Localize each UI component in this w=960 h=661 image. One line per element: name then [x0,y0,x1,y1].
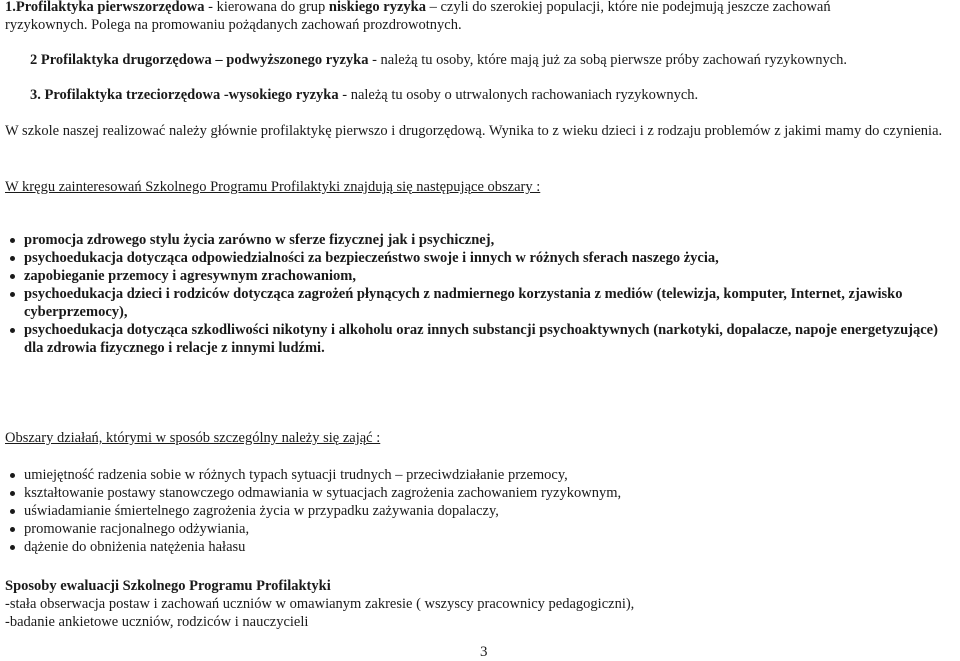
list-item: psychoedukacja dotycząca odpowiedzialności za bezpieczeństwo swoje i innych w różnych sferach naszego życia, [10,249,950,267]
bullet-icon [10,238,15,243]
bullet-icon [10,509,15,514]
bullet-icon [10,274,15,279]
list-item: dążenie do obniżenia natężenia hałasu [10,538,950,556]
secondary-prevention-paragraph: 2 Profilaktyka drugorzędowa – podwyższonego ryzyka - należą tu osoby, które mają już za sobą pierwsze próby zachowań ryzykownych. [30,52,848,68]
primary-prevention-title: 1.Profilaktyka pierwszorzędowa [5,0,205,15]
bullet-icon [10,491,15,496]
bullet-icon [10,527,15,532]
areas-list [5,231,950,357]
list-item: kształtowanie postawy stanowczego odmawiania w sytuacjach zagrożenia zachowaniem ryzykownym, [10,484,950,502]
list-item: umiejętność radzenia sobie w różnych typach sytuacji trudnych – przeciwdziałanie przemocy, [10,466,950,484]
evaluation-section: Sposoby ewaluacji Szkolnego Programu Profilaktyki -stała obserwacja postaw i zachowań uczniów w omawianym zakresie ( wszyscy pracownicy pedagogiczni), -badanie ankietowe uczniów, rodziców i nauczycieli [5,577,950,631]
page-number: 3 [480,644,488,660]
bullet-icon [10,328,15,333]
bullet-icon [10,292,15,297]
list-item: psychoedukacja dotycząca szkodliwości nikotyny i alkoholu oraz innych substancji psychoaktywnych (narkotyki, dopalacze, napoje energetyzujące) dla zdrowia fizycznego i relacje z innymi ludźmi. [10,321,950,357]
actions-list [5,466,950,556]
evaluation-heading: Sposoby ewaluacji Szkolnego Programu Profilaktyki [5,578,331,594]
actions-heading: Obszary działań, którymi w sposób szczególny należy się zająć : [5,430,381,446]
tertiary-prevention-paragraph: 3. Profilaktyka trzeciorzędowa -wysokiego ryzyka - należą tu osoby o utrwalonych rachowaniach ryzykownych. [30,87,699,103]
bullet-icon [10,473,15,478]
areas-heading: W kręgu zainteresowań Szkolnego Programu Profilaktyki znajdują się następujące obszary : [5,179,541,195]
bullet-icon [10,256,15,261]
list-item: uświadamianie śmiertelnego zagrożenia życia w przypadku zażywania dopalaczy, [10,502,950,520]
primary-prevention-paragraph: 1.Profilaktyka pierwszorzędowa - kierowana do grup niskiego ryzyka – czyli do szerokiej populacji, które nie podejmują jeszcze zachowań ryzykownych. Polega na promowaniu pożądanych zachowań prozdrowotnych. [5,0,831,33]
list-item: promocja zdrowego stylu życia zarówno w sferze fizycznej jak i psychicznej, [10,231,950,249]
list-item: psychoedukacja dzieci i rodziców dotycząca zagrożeń płynących z nadmiernego korzystania z mediów (telewizja, komputer, Internet, zjawisko cyberprzemocy), [10,285,950,321]
school-note-paragraph: W szkole naszej realizować należy głównie profilaktykę pierwszo i drugorzędową. Wynika to z wieku dzieci i z rodzaju problemów z jakimi mamy do czynienia. [5,123,943,139]
list-item: zapobieganie przemocy i agresywnym zrachowaniom, [10,267,950,285]
bullet-icon [10,545,15,550]
list-item: promowanie racjonalnego odżywiania, [10,520,950,538]
